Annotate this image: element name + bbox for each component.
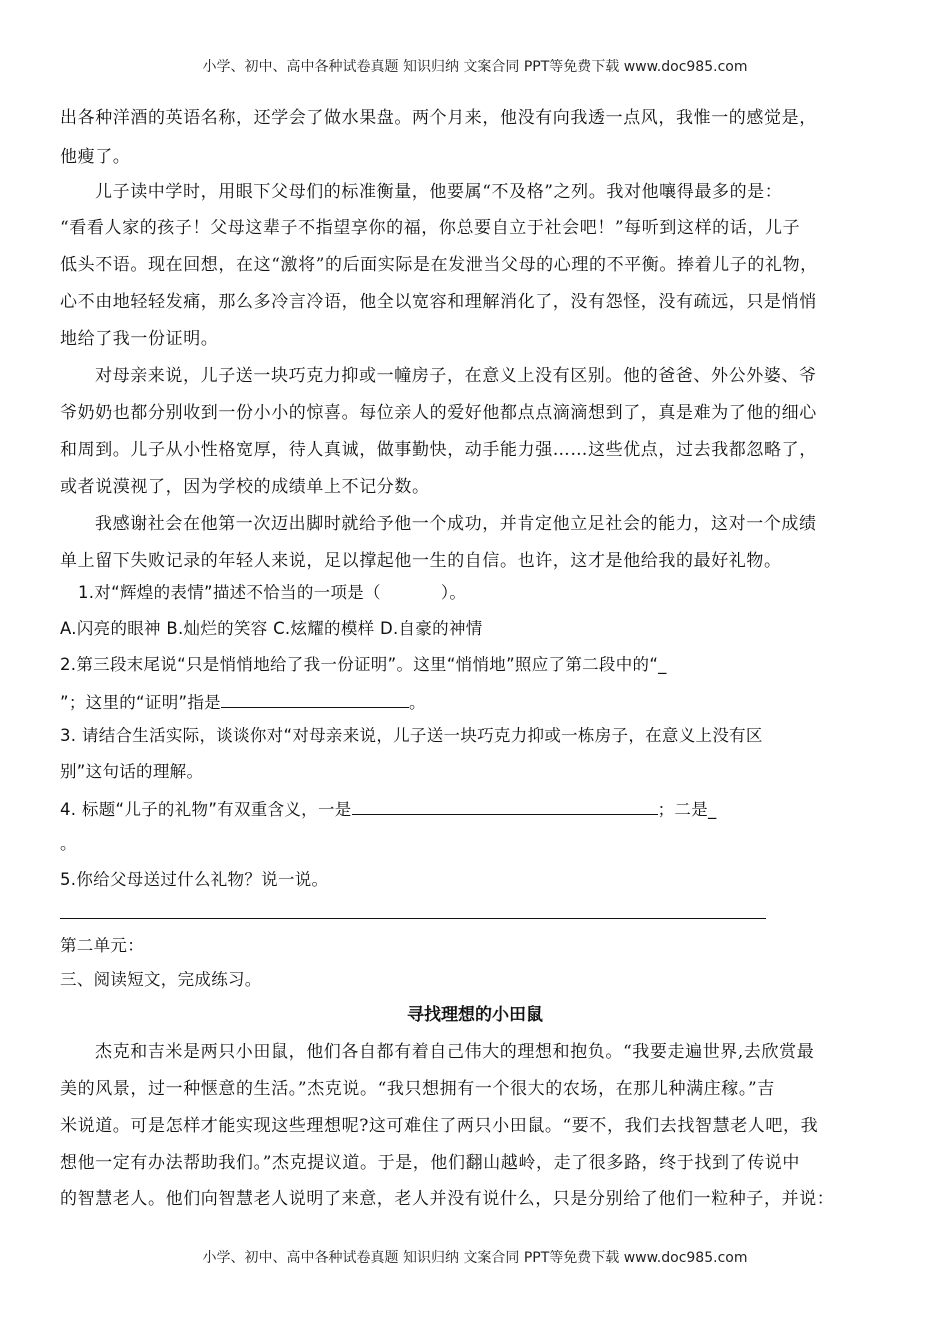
passage-line: 和周到。儿子从小性格宽厚，待人真诚，做事勤快，动手能力强……这些优点，过去我都忽略了， — [60, 440, 817, 460]
passage-line: 单上留下失败记录的年轻人来说，足以撑起他一生的自信。也许，这才是他给我的最好礼物。 — [60, 551, 782, 571]
question-4: 4. 标题“儿子的礼物”有双重含义，一是 ；二是_ — [60, 796, 890, 822]
question-5: 5.你给父母送过什么礼物？说一说。 — [60, 870, 329, 889]
question-3: 3. 请结合生活实际，谈谈你对“对母亲来说，儿子送一块巧克力抑或一栋房子，在意义上没有区 — [60, 726, 763, 745]
question-2-continued: ”；这里的“证明”指是 。 — [60, 689, 890, 715]
question-3-continued: 别”这句话的理解。 — [60, 762, 204, 781]
passage-line: “看看人家的孩子！父母这辈子不指望享你的福，你总要自立于社会吧！”每听到这样的话，儿子 — [60, 218, 801, 238]
passage-line: 他瘦了。 — [60, 147, 131, 167]
story-title: 寻找理想的小田鼠 — [407, 1005, 543, 1025]
answer-blank[interactable] — [352, 796, 658, 815]
passage-line: 爷奶奶也都分别收到一份小小的惊喜。每位亲人的爱好他都点点滴滴想到了，真是难为了他的细心 — [60, 403, 817, 423]
passage-line: 低头不语。现在回想，在这“激将”的后面实际是在发泄当父母的心理的不平衡。捧着儿子的礼物， — [60, 255, 818, 275]
passage-line: 我感谢社会在他第一次迈出脚时就给予他一个成功，并肯定他立足社会的能力，这对一个成绩 — [95, 514, 817, 534]
answer-blank[interactable] — [221, 689, 409, 708]
passage-line: 的智慧老人。他们向智慧老人说明了来意，老人并没有说什么，只是分别给了他们一粒种子，并说： — [60, 1189, 835, 1209]
unit-heading: 第二单元： — [60, 936, 144, 955]
passage-line: 想他一定有办法帮助我们。”杰克提议道。于是，他们翻山越岭，走了很多路，终于找到了传说中 — [60, 1153, 800, 1173]
passage-line: 对母亲来说，儿子送一块巧克力抑或一幢房子，在意义上没有区别。他的爸爸、外公外婆、爷 — [95, 366, 817, 386]
question-4-continued: 。 — [60, 834, 77, 853]
passage-line: 心不由地轻轻发痛，那么多冷言冷语，他全以宽容和理解消化了，没有怨怪，没有疏远，只是悄悄 — [60, 292, 817, 312]
question-2: 2.第三段末尾说“只是悄悄地给了我一份证明”。这里“悄悄地”照应了第二段中的“_ — [60, 655, 667, 674]
passage-line: 或者说漠视了，因为学校的成绩单上不记分数。 — [60, 477, 430, 497]
page-header-watermark: 小学、初中、高中各种试卷真题 知识归纳 文案合同 PPT等免费下载 www.doc985.com — [202, 59, 748, 75]
question-1: 1.对“辉煌的表情”描述不恰当的一项是（ ）。 — [78, 583, 467, 602]
passage-line: 杰克和吉米是两只小田鼠，他们各自都有着自己伟大的理想和抱负。“我要走遍世界,去欣赏最 — [95, 1042, 815, 1062]
question-1-options: A.闪亮的眼神 B.灿烂的笑容 C.炫耀的模样 D.自豪的神情 — [60, 619, 483, 638]
page-footer-watermark: 小学、初中、高中各种试卷真题 知识归纳 文案合同 PPT等免费下载 www.doc985.com — [202, 1250, 748, 1266]
passage-line: 美的风景，过一种惬意的生活。”杰克说。“我只想拥有一个很大的农场，在那儿种满庄稼。”吉 — [60, 1079, 775, 1099]
passage-line: 米说道。可是怎样才能实现这些理想呢?这可难住了两只小田鼠。“要不，我们去找智慧老人吧，我 — [60, 1116, 819, 1136]
passage-line: 地给了我一份证明。 — [60, 329, 219, 349]
answer-line[interactable] — [60, 918, 766, 919]
section-instruction: 三、阅读短文，完成练习。 — [60, 970, 262, 989]
passage-line: 儿子读中学时，用眼下父母们的标准衡量，他要属“不及格”之列。我对他嚷得最多的是： — [95, 182, 783, 202]
passage-line: 出各种洋酒的英语名称，还学会了做水果盘。两个月来，他没有向我透一点风，我惟一的感觉是， — [60, 108, 817, 128]
